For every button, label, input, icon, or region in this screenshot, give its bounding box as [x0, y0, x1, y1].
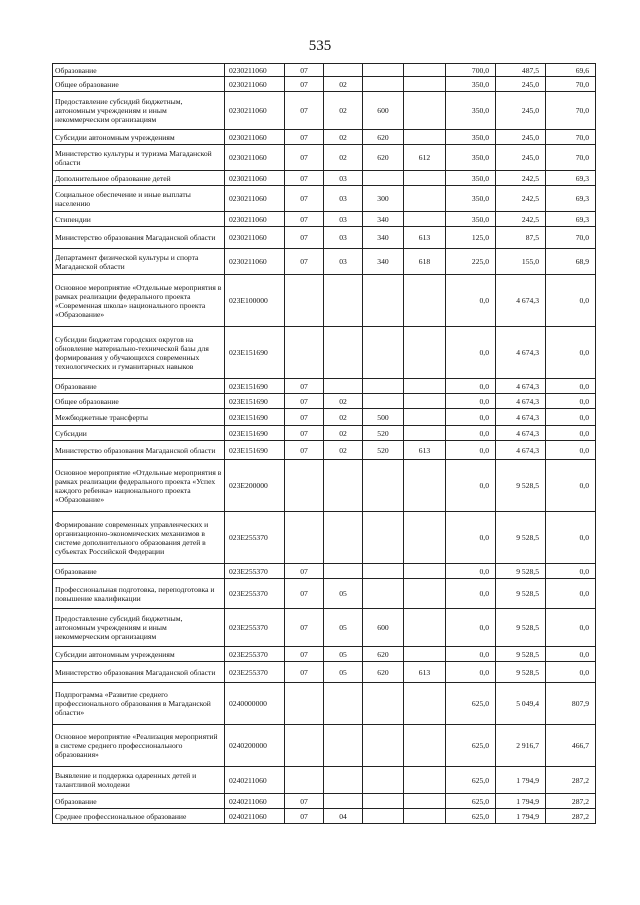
administrator-code — [404, 409, 446, 426]
executed-amount: 9 528,5 — [496, 609, 546, 647]
table-row — [53, 409, 596, 426]
expense-type-code — [363, 809, 404, 824]
section-code: 07 — [285, 809, 324, 824]
executed-amount: 2 916,7 — [496, 725, 546, 767]
execution-percent: 70,0 — [546, 145, 596, 171]
subsection-code — [324, 64, 363, 77]
executed-amount: 155,0 — [496, 249, 546, 275]
executed-amount: 9 528,5 — [496, 662, 546, 683]
section-code: 07 — [285, 794, 324, 809]
subsection-code: 03 — [324, 186, 363, 212]
planned-amount: 0,0 — [446, 441, 496, 460]
subsection-code: 02 — [324, 394, 363, 409]
section-code: 07 — [285, 379, 324, 394]
expense-type-code: 620 — [363, 130, 404, 145]
row-name: Субсидии — [53, 426, 225, 441]
target-code: 023E255370 — [225, 512, 285, 564]
execution-percent: 0,0 — [546, 409, 596, 426]
row-name: Субсидии бюджетам городских округов на обновление материально-технической базы для формирования у обучающихся современных технологических и гуманитарных навыков — [53, 327, 225, 379]
section-code — [285, 512, 324, 564]
target-code: 023E100000 — [225, 275, 285, 327]
subsection-code: 05 — [324, 609, 363, 647]
section-code: 07 — [285, 64, 324, 77]
expense-type-code: 340 — [363, 227, 404, 249]
planned-amount: 350,0 — [446, 130, 496, 145]
planned-amount: 0,0 — [446, 564, 496, 579]
planned-amount: 0,0 — [446, 379, 496, 394]
target-code: 0240211060 — [225, 794, 285, 809]
planned-amount: 0,0 — [446, 512, 496, 564]
row-name: Среднее профессиональное образование — [53, 809, 225, 824]
executed-amount: 245,0 — [496, 77, 546, 92]
planned-amount: 350,0 — [446, 92, 496, 130]
target-code: 023E255370 — [225, 564, 285, 579]
subsection-code: 04 — [324, 809, 363, 824]
planned-amount: 0,0 — [446, 579, 496, 609]
table-row — [53, 564, 596, 579]
row-name: Субсидии автономным учреждениям — [53, 130, 225, 145]
table-row — [53, 767, 596, 794]
expense-type-code: 340 — [363, 212, 404, 227]
target-code: 023E255370 — [225, 662, 285, 683]
target-code: 0240211060 — [225, 767, 285, 794]
subsection-code — [324, 460, 363, 512]
administrator-code — [404, 77, 446, 92]
administrator-code — [404, 460, 446, 512]
planned-amount: 625,0 — [446, 794, 496, 809]
expense-type-code — [363, 564, 404, 579]
administrator-code — [404, 327, 446, 379]
section-code: 07 — [285, 130, 324, 145]
expense-type-code: 520 — [363, 426, 404, 441]
administrator-code — [404, 64, 446, 77]
administrator-code — [404, 564, 446, 579]
section-code — [285, 275, 324, 327]
row-name: Основное мероприятие «Реализация мероприятий в системе среднего профессионального образования» — [53, 725, 225, 767]
subsection-code: 02 — [324, 409, 363, 426]
section-code: 07 — [285, 77, 324, 92]
subsection-code: 02 — [324, 426, 363, 441]
row-name: Департамент физической культуры и спорта Магаданской области — [53, 249, 225, 275]
row-name: Общее образование — [53, 77, 225, 92]
table-row — [53, 92, 596, 130]
section-code: 07 — [285, 227, 324, 249]
execution-percent: 0,0 — [546, 426, 596, 441]
target-code: 0230211060 — [225, 249, 285, 275]
expense-type-code: 620 — [363, 647, 404, 662]
execution-percent: 0,0 — [546, 647, 596, 662]
table-row — [53, 275, 596, 327]
table-body — [53, 64, 596, 824]
target-code: 0230211060 — [225, 227, 285, 249]
subsection-code — [324, 379, 363, 394]
execution-percent: 0,0 — [546, 564, 596, 579]
section-code — [285, 683, 324, 725]
administrator-code — [404, 809, 446, 824]
table-row — [53, 809, 596, 824]
executed-amount: 9 528,5 — [496, 460, 546, 512]
executed-amount: 9 528,5 — [496, 512, 546, 564]
table-row — [53, 794, 596, 809]
subsection-code: 03 — [324, 212, 363, 227]
planned-amount: 0,0 — [446, 662, 496, 683]
execution-percent: 0,0 — [546, 275, 596, 327]
subsection-code — [324, 275, 363, 327]
execution-percent: 70,0 — [546, 92, 596, 130]
row-name: Дополнительное образование детей — [53, 171, 225, 186]
administrator-code: 618 — [404, 249, 446, 275]
table-row — [53, 512, 596, 564]
section-code: 07 — [285, 609, 324, 647]
table-row — [53, 145, 596, 171]
table-row — [53, 77, 596, 92]
executed-amount: 1 794,9 — [496, 767, 546, 794]
execution-percent: 69,6 — [546, 64, 596, 77]
row-name: Социальное обеспечение и иные выплаты населению — [53, 186, 225, 212]
administrator-code — [404, 379, 446, 394]
target-code: 0230211060 — [225, 77, 285, 92]
execution-percent: 0,0 — [546, 441, 596, 460]
execution-percent: 0,0 — [546, 512, 596, 564]
subsection-code: 05 — [324, 579, 363, 609]
administrator-code: 613 — [404, 441, 446, 460]
executed-amount: 4 674,3 — [496, 379, 546, 394]
execution-percent: 68,9 — [546, 249, 596, 275]
section-code: 07 — [285, 249, 324, 275]
expense-type-code — [363, 579, 404, 609]
administrator-code — [404, 275, 446, 327]
administrator-code — [404, 794, 446, 809]
section-code: 07 — [285, 409, 324, 426]
planned-amount: 0,0 — [446, 460, 496, 512]
subsection-code — [324, 327, 363, 379]
expense-type-code — [363, 794, 404, 809]
expense-type-code: 600 — [363, 92, 404, 130]
subsection-code — [324, 683, 363, 725]
row-name: Выявление и поддержка одаренных детей и талантливой молодежи — [53, 767, 225, 794]
execution-percent: 69,3 — [546, 186, 596, 212]
administrator-code — [404, 426, 446, 441]
section-code: 07 — [285, 662, 324, 683]
target-code: 023E151690 — [225, 409, 285, 426]
expense-type-code — [363, 767, 404, 794]
table-row — [53, 725, 596, 767]
subsection-code: 03 — [324, 227, 363, 249]
executed-amount: 4 674,3 — [496, 394, 546, 409]
row-name: Образование — [53, 564, 225, 579]
planned-amount: 350,0 — [446, 212, 496, 227]
target-code: 023E151690 — [225, 379, 285, 394]
expense-type-code — [363, 725, 404, 767]
target-code: 0240200000 — [225, 725, 285, 767]
executed-amount: 245,0 — [496, 130, 546, 145]
execution-percent: 0,0 — [546, 579, 596, 609]
section-code: 07 — [285, 145, 324, 171]
section-code: 07 — [285, 212, 324, 227]
expense-type-code: 340 — [363, 249, 404, 275]
execution-percent: 0,0 — [546, 327, 596, 379]
target-code: 023E151690 — [225, 327, 285, 379]
executed-amount: 9 528,5 — [496, 579, 546, 609]
planned-amount: 0,0 — [446, 426, 496, 441]
subsection-code: 05 — [324, 662, 363, 683]
administrator-code: 613 — [404, 662, 446, 683]
administrator-code — [404, 767, 446, 794]
executed-amount: 87,5 — [496, 227, 546, 249]
row-name: Министерство образования Магаданской области — [53, 441, 225, 460]
administrator-code — [404, 579, 446, 609]
expense-type-code — [363, 512, 404, 564]
expense-type-code — [363, 64, 404, 77]
administrator-code: 612 — [404, 145, 446, 171]
expense-type-code: 300 — [363, 186, 404, 212]
executed-amount: 9 528,5 — [496, 564, 546, 579]
row-name: Образование — [53, 794, 225, 809]
expense-type-code — [363, 394, 404, 409]
planned-amount: 625,0 — [446, 809, 496, 824]
section-code: 07 — [285, 186, 324, 212]
execution-percent: 807,9 — [546, 683, 596, 725]
expense-type-code: 500 — [363, 409, 404, 426]
table-row — [53, 394, 596, 409]
executed-amount: 4 674,3 — [496, 426, 546, 441]
executed-amount: 1 794,9 — [496, 794, 546, 809]
planned-amount: 0,0 — [446, 275, 496, 327]
table-row — [53, 249, 596, 275]
planned-amount: 625,0 — [446, 683, 496, 725]
executed-amount: 4 674,3 — [496, 327, 546, 379]
section-code: 07 — [285, 92, 324, 130]
executed-amount: 487,5 — [496, 64, 546, 77]
execution-percent: 0,0 — [546, 460, 596, 512]
row-name: Министерство культуры и туризма Магаданской области — [53, 145, 225, 171]
execution-percent: 287,2 — [546, 809, 596, 824]
section-code: 07 — [285, 394, 324, 409]
execution-percent: 0,0 — [546, 662, 596, 683]
planned-amount: 0,0 — [446, 327, 496, 379]
section-code — [285, 460, 324, 512]
expense-type-code: 620 — [363, 145, 404, 171]
row-name: Формирование современных управленческих и организационно-экономических механизмов в системе дополнительного образования детей в субъектах Российской Федерации — [53, 512, 225, 564]
executed-amount: 4 674,3 — [496, 275, 546, 327]
administrator-code — [404, 609, 446, 647]
expense-type-code — [363, 275, 404, 327]
row-name: Министерство образования Магаданской области — [53, 227, 225, 249]
execution-percent: 0,0 — [546, 379, 596, 394]
table-row — [53, 186, 596, 212]
administrator-code — [404, 130, 446, 145]
planned-amount: 625,0 — [446, 767, 496, 794]
planned-amount: 125,0 — [446, 227, 496, 249]
expense-type-code — [363, 460, 404, 512]
executed-amount: 245,0 — [496, 145, 546, 171]
table-row — [53, 683, 596, 725]
row-name: Образование — [53, 64, 225, 77]
row-name: Основное мероприятие «Отдельные мероприятия в рамках реализации федерального проекта «Успех каждого ребенка» национального проекта «Образование» — [53, 460, 225, 512]
subsection-code: 03 — [324, 171, 363, 186]
target-code: 0230211060 — [225, 130, 285, 145]
executed-amount: 4 674,3 — [496, 441, 546, 460]
target-code: 023E151690 — [225, 441, 285, 460]
expense-type-code: 620 — [363, 662, 404, 683]
administrator-code — [404, 212, 446, 227]
administrator-code — [404, 394, 446, 409]
expense-type-code — [363, 77, 404, 92]
planned-amount: 0,0 — [446, 409, 496, 426]
execution-percent: 287,2 — [546, 794, 596, 809]
budget-table — [52, 63, 596, 824]
section-code: 07 — [285, 579, 324, 609]
section-code: 07 — [285, 647, 324, 662]
target-code: 0230211060 — [225, 186, 285, 212]
administrator-code — [404, 171, 446, 186]
expense-type-code: 600 — [363, 609, 404, 647]
administrator-code — [404, 647, 446, 662]
row-name: Общее образование — [53, 394, 225, 409]
executed-amount: 9 528,5 — [496, 647, 546, 662]
planned-amount: 700,0 — [446, 64, 496, 77]
target-code: 0230211060 — [225, 92, 285, 130]
table-row — [53, 579, 596, 609]
administrator-code — [404, 512, 446, 564]
table-row — [53, 426, 596, 441]
expense-type-code: 520 — [363, 441, 404, 460]
planned-amount: 225,0 — [446, 249, 496, 275]
administrator-code — [404, 725, 446, 767]
planned-amount: 350,0 — [446, 186, 496, 212]
row-name: Предоставление субсидий бюджетным, автономным учреждениям и иным некоммерческим организациям — [53, 92, 225, 130]
subsection-code — [324, 794, 363, 809]
section-code: 07 — [285, 426, 324, 441]
subsection-code: 02 — [324, 130, 363, 145]
table-row — [53, 327, 596, 379]
target-code: 0240000000 — [225, 683, 285, 725]
target-code: 023E151690 — [225, 426, 285, 441]
table-row — [53, 227, 596, 249]
subsection-code — [324, 512, 363, 564]
table-row — [53, 212, 596, 227]
table-row — [53, 647, 596, 662]
row-name: Субсидии автономным учреждениям — [53, 647, 225, 662]
executed-amount: 1 794,9 — [496, 809, 546, 824]
planned-amount: 0,0 — [446, 394, 496, 409]
table-row — [53, 64, 596, 77]
table-row — [53, 662, 596, 683]
subsection-code — [324, 767, 363, 794]
target-code: 023E151690 — [225, 394, 285, 409]
execution-percent: 69,3 — [546, 171, 596, 186]
planned-amount: 350,0 — [446, 171, 496, 186]
subsection-code: 02 — [324, 441, 363, 460]
target-code: 0230211060 — [225, 64, 285, 77]
expense-type-code — [363, 379, 404, 394]
executed-amount: 242,5 — [496, 212, 546, 227]
execution-percent: 70,0 — [546, 130, 596, 145]
target-code: 0230211060 — [225, 171, 285, 186]
expense-type-code — [363, 327, 404, 379]
administrator-code — [404, 92, 446, 130]
administrator-code — [404, 683, 446, 725]
row-name: Предоставление субсидий бюджетным, автономным учреждениям и иным некоммерческим организациям — [53, 609, 225, 647]
expense-type-code — [363, 683, 404, 725]
section-code — [285, 725, 324, 767]
planned-amount: 0,0 — [446, 609, 496, 647]
table-row — [53, 171, 596, 186]
subsection-code: 02 — [324, 145, 363, 171]
execution-percent: 0,0 — [546, 394, 596, 409]
table-row — [53, 130, 596, 145]
table-row — [53, 460, 596, 512]
table-row — [53, 609, 596, 647]
section-code — [285, 767, 324, 794]
target-code: 023E255370 — [225, 609, 285, 647]
subsection-code — [324, 564, 363, 579]
section-code: 07 — [285, 564, 324, 579]
row-name: Образование — [53, 379, 225, 394]
administrator-code — [404, 186, 446, 212]
target-code: 023E255370 — [225, 579, 285, 609]
planned-amount: 0,0 — [446, 647, 496, 662]
executed-amount: 245,0 — [496, 92, 546, 130]
row-name: Стипендии — [53, 212, 225, 227]
target-code: 0230211060 — [225, 145, 285, 171]
expense-type-code — [363, 171, 404, 186]
target-code: 0240211060 — [225, 809, 285, 824]
executed-amount: 242,5 — [496, 186, 546, 212]
subsection-code: 03 — [324, 249, 363, 275]
subsection-code — [324, 725, 363, 767]
page-number: 535 — [308, 38, 332, 54]
planned-amount: 350,0 — [446, 145, 496, 171]
administrator-code: 613 — [404, 227, 446, 249]
target-code: 0230211060 — [225, 212, 285, 227]
planned-amount: 350,0 — [446, 77, 496, 92]
section-code — [285, 327, 324, 379]
execution-percent: 287,2 — [546, 767, 596, 794]
row-name: Основное мероприятие «Отдельные мероприятия в рамках реализации федерального проекта «Современная школа» национального проекта «Образование» — [53, 275, 225, 327]
target-code: 023E200000 — [225, 460, 285, 512]
executed-amount: 242,5 — [496, 171, 546, 186]
executed-amount: 4 674,3 — [496, 409, 546, 426]
subsection-code: 02 — [324, 77, 363, 92]
execution-percent: 466,7 — [546, 725, 596, 767]
subsection-code: 05 — [324, 647, 363, 662]
row-name: Подпрограмма «Развитие среднего профессионального образования в Магаданской области» — [53, 683, 225, 725]
execution-percent: 70,0 — [546, 77, 596, 92]
execution-percent: 69,3 — [546, 212, 596, 227]
target-code: 023E255370 — [225, 647, 285, 662]
execution-percent: 0,0 — [546, 609, 596, 647]
section-code: 07 — [285, 171, 324, 186]
execution-percent: 70,0 — [546, 227, 596, 249]
subsection-code: 02 — [324, 92, 363, 130]
table-row — [53, 441, 596, 460]
row-name: Министерство образования Магаданской области — [53, 662, 225, 683]
row-name: Профессиональная подготовка, переподготовка и повышение квалификации — [53, 579, 225, 609]
section-code: 07 — [285, 441, 324, 460]
planned-amount: 625,0 — [446, 725, 496, 767]
executed-amount: 5 049,4 — [496, 683, 546, 725]
row-name: Межбюджетные трансферты — [53, 409, 225, 426]
table-row — [53, 379, 596, 394]
